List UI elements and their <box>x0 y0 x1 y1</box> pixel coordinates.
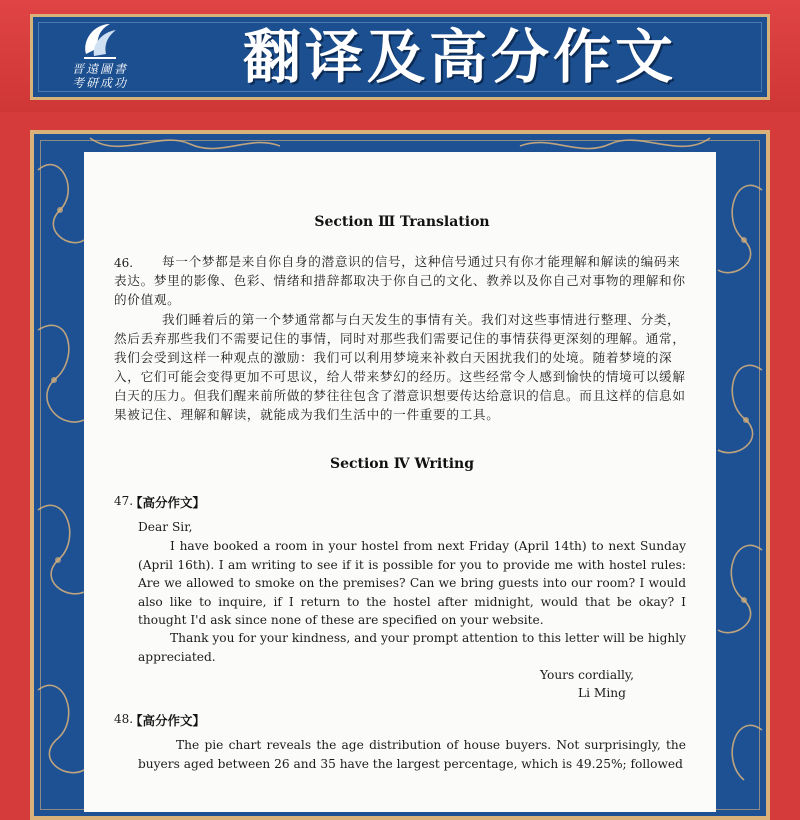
question-46-number: 46. <box>114 256 134 270</box>
publisher-logo <box>50 18 150 98</box>
question-47-tag: 【高分作文】 <box>130 495 206 510</box>
logo-text-line1: 晋遠圖書 <box>71 62 128 76</box>
banner-title: 翻译及高分作文 <box>242 23 677 91</box>
question-47-number: 47. <box>114 494 134 508</box>
translation-paragraph-1: 每一个梦都是来自你自身的潜意识的信号，这种信号通过只有你才能理解和解读的编码来表达。梦里的影像、色彩、情绪和措辞都取决于你自己的文化、教养以及你自己对事物的理解和你的价值观。 <box>114 254 686 307</box>
letter-paragraph-2: Thank you for your kindness, and your prompt attention to this letter will be highly appreciated. <box>138 631 686 664</box>
logo-swirl-icon <box>80 18 120 62</box>
question-48-tag: 【高分作文】 <box>130 713 206 728</box>
section3-title: Section Ⅲ Translation <box>314 214 490 230</box>
letter-paragraph-1: I have booked a room in your hostel from next Friday (April 14th) to next Sunday (April 16th). I am writing to see if it is possible for you to provide me with hostel rules: Are we allowed to smoke on the premises? Can we bring guests into our room? I would also like to inquire, if I return to the hostel after midnight, would that be okay? I thought I'd ask since none of these are specified on your website. <box>138 539 686 627</box>
section4-title: Section Ⅳ Writing <box>329 456 475 472</box>
letter-closing: Yours cordially, <box>540 668 635 682</box>
letter-signature: Li Ming <box>578 686 626 700</box>
question-48-number: 48. <box>114 712 134 726</box>
essay-paragraph-1: The pie chart reveals the age distribution of house buyers. Not surprisingly, the buyers aged between 26 and 35 have the largest percentage, which is 49.25%; followed <box>138 738 686 771</box>
translation-paragraph-2: 我们睡着后的第一个梦通常都与白天发生的事情有关。我们对这些事情进行整理、分类，然后丢弃那些我们不需要记住的事情，同时对那些我们需要记住的事情获得更深刻的理解。通常，我们会受到这样一种观点的激励：我们可以利用梦境来补救白天困扰我们的处境。随着梦境的深入，它们可能会变得更加不可思议，给人带来梦幻的经历。这些经常令人感到愉快的情境可以缓解白天的压力。但我们醒来前所做的梦往往包含了潜意识想要传达给意识的信息。而且这样的信息如果被记住、理解和解读，就能成为我们生活中的一件重要的工具。 <box>114 312 686 422</box>
logo-text-line2: 考研成功 <box>71 76 128 90</box>
letter-salutation: Dear Sir, <box>138 520 193 534</box>
